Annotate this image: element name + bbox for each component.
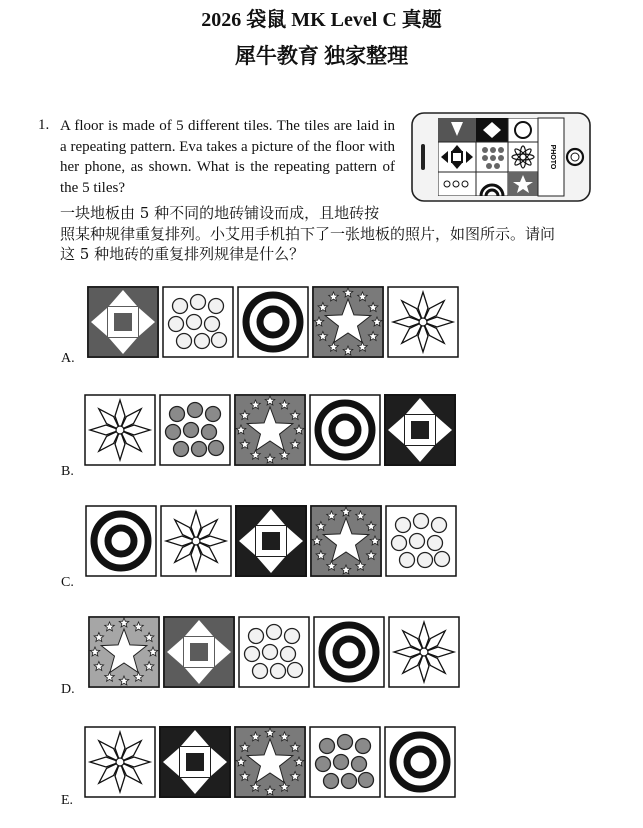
arrows-gray-tile — [87, 286, 159, 358]
star-gray-tile — [234, 726, 306, 798]
arrows-dark-tile — [235, 505, 307, 577]
question-text-en: A floor is made of 5 different tiles. The tiles are laid in a repeating pattern. Eva takes a picture of the floor with her phone, as shown. What is the repeating pattern of the 5 tiles? — [60, 118, 395, 196]
dots-gray-tile — [309, 726, 381, 798]
option-label-e: E. — [61, 793, 74, 808]
question-number: 1. — [38, 117, 50, 133]
flower-tile — [387, 286, 459, 358]
rings-tile — [309, 394, 381, 466]
question-text-zh-line: 一块地板由 5 种不同的地砖铺设而成，且地砖按 — [60, 204, 380, 222]
flower-tile — [388, 616, 460, 688]
option-label-c: C. — [61, 575, 74, 590]
question-text-zh-line: 这 5 种地砖的重复排列规律是什么？ — [60, 245, 305, 263]
option-label-a: A. — [61, 351, 75, 366]
phone-photo-illustration — [411, 112, 591, 202]
question-text-zh-line: 照某种规律重复排列。小艾用手机拍下了一张地板的照片，如图所示。请问 — [60, 224, 556, 243]
rings-tile — [313, 616, 385, 688]
flower-tile — [84, 726, 156, 798]
rings-tile — [237, 286, 309, 358]
flower-tile — [84, 394, 156, 466]
star-gray-tile — [234, 394, 306, 466]
arrows-gray-tile — [163, 616, 235, 688]
dots-light-tile — [162, 286, 234, 358]
page-title: 2026 袋鼠 MK Level C 真题 — [201, 9, 442, 31]
rings-tile — [384, 726, 456, 798]
page-subtitle: 犀牛教育 独家整理 — [234, 44, 409, 68]
star-light-tile — [88, 616, 160, 688]
dots-gray-tile — [159, 394, 231, 466]
option-label-b: B. — [61, 464, 74, 479]
rings-tile — [85, 505, 157, 577]
question-text-zh — [60, 203, 600, 265]
arrows-dark-tile — [159, 726, 231, 798]
dots-light-tile — [385, 505, 457, 577]
dots-light-tile — [238, 616, 310, 688]
option-label-d: D. — [61, 682, 75, 697]
arrows-dark-tile — [384, 394, 456, 466]
star-gray-tile — [312, 286, 384, 358]
phone-photo-label: PHOTO — [549, 144, 556, 170]
flower-tile — [160, 505, 232, 577]
star-gray-tile — [310, 505, 382, 577]
